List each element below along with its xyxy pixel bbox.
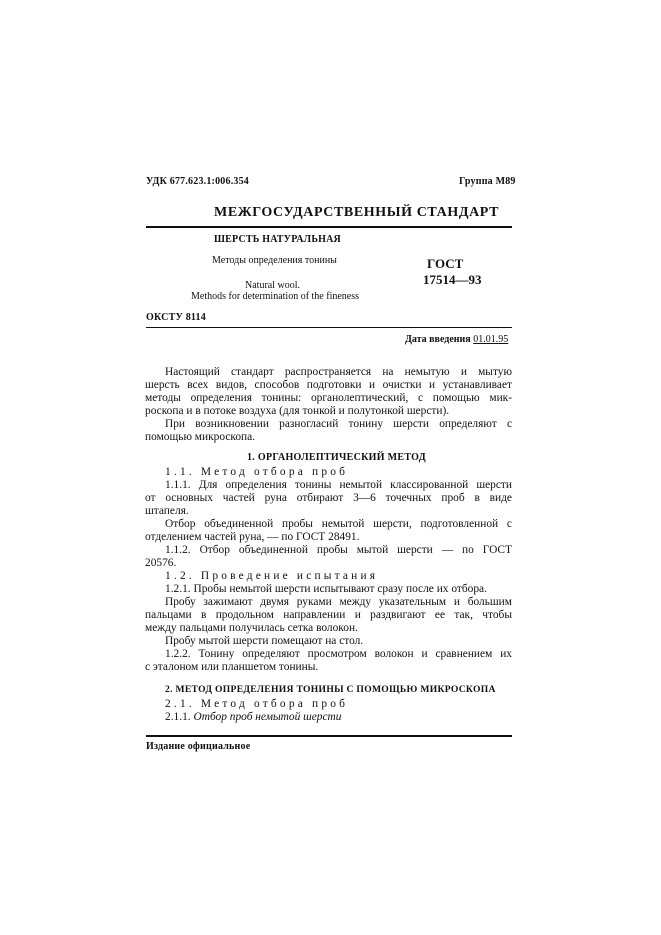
clause-line: между пальцами получилась сетка волокон. — [145, 622, 358, 634]
section-2-heading: 2. МЕТОД ОПРЕДЕЛЕНИЯ ТОНИНЫ С ПОМОЩЬЮ МИКРОСКОПА — [165, 684, 496, 695]
effective-date — [405, 334, 508, 345]
clause-line: 20576. — [145, 557, 177, 569]
clause-line: с эталоном или планшетом тонины. — [145, 661, 319, 673]
gost-label: ГОСТ — [427, 256, 464, 271]
clause-italic-title: Отбор проб немытой шерсти — [193, 711, 342, 723]
standard-name-ru: ШЕРСТЬ НАТУРАЛЬНАЯ — [214, 234, 341, 245]
udk-code: УДК 677.623.1:006.354 — [146, 176, 249, 187]
clause-line: Пробу мытой шерсти помещают на стол. — [165, 635, 364, 647]
group-code: Группа М89 — [459, 176, 516, 187]
intro-line: При возникновении разногласий тонину шерсти определяют с — [165, 418, 512, 430]
clause-1-2-heading: 1.2. Проведение испытания — [165, 570, 379, 582]
okstu-rule — [146, 327, 512, 328]
title-rule — [146, 226, 512, 228]
intro-line: роскопа и в потоке воздуха (для тонкой и полутонкой шерсти). — [145, 405, 450, 417]
effective-date-label: Дата введения — [405, 334, 471, 345]
document-title: МЕЖГОСУДАРСТВЕННЫЙ СТАНДАРТ — [214, 205, 500, 220]
standard-subtitle-en: Methods for determination of the fineness — [191, 291, 360, 302]
official-edition-label: Издание официальное — [146, 741, 251, 752]
okstu-code: ОКСТУ 8114 — [146, 312, 206, 323]
clause-number: 2.1.1. — [165, 711, 191, 723]
gost-number: 17514—93 — [423, 272, 482, 287]
clause-line: 1.2.2. Тонину определяют просмотром волокон и сравнением их — [165, 648, 512, 660]
clause-line: Отбор объединенной пробы немытой шерсти, подготовленной с — [165, 518, 512, 530]
effective-date-value: 01.01.95 — [473, 334, 509, 345]
standard-name-en: Natural wool. — [245, 280, 300, 291]
intro-line: методы определения тонины: органолептический, с помощью мик- — [145, 392, 512, 404]
section-1-heading: 1. ОРГАНОЛЕПТИЧЕСКИЙ МЕТОД — [247, 452, 426, 463]
clause-line: пальцами в продольном направлении и раздвигают ее так, чтобы — [145, 609, 512, 621]
clause-line: 1.1.2. Отбор объединенной пробы мытой шерсти — по ГОСТ — [165, 544, 512, 556]
clause-line: 1.2.1. Пробы немытой шерсти испытывают сразу после их отбора. — [165, 583, 487, 595]
intro-line: шерсть всех видов, способов подготовки и очистки и устанавливает — [145, 379, 512, 391]
clause-2-1-heading: 2.1. Метод отбора проб — [165, 698, 349, 710]
clause-line: 1.1.1. Для определения тонины немытой классированной шерсти — [165, 479, 512, 491]
intro-line: помощью микроскопа. — [145, 431, 256, 443]
footer-rule — [146, 735, 512, 737]
clause-1-1-heading: 1.1. Метод отбора проб — [165, 466, 349, 478]
standard-subtitle-ru: Методы определения тонины — [212, 255, 337, 266]
clause-line: штапеля. — [145, 505, 189, 517]
clause-2-1-1 — [165, 711, 341, 724]
clause-line: отделением частей руна, — по ГОСТ 28491. — [145, 531, 360, 543]
clause-line: от основных частей руна отбирают 3—6 точечных проб в виде — [145, 492, 512, 504]
intro-line: Настоящий стандарт распространяется на немытую и мытую — [165, 366, 512, 378]
clause-line: Пробу зажимают двумя руками между указательным и большим — [165, 596, 512, 608]
